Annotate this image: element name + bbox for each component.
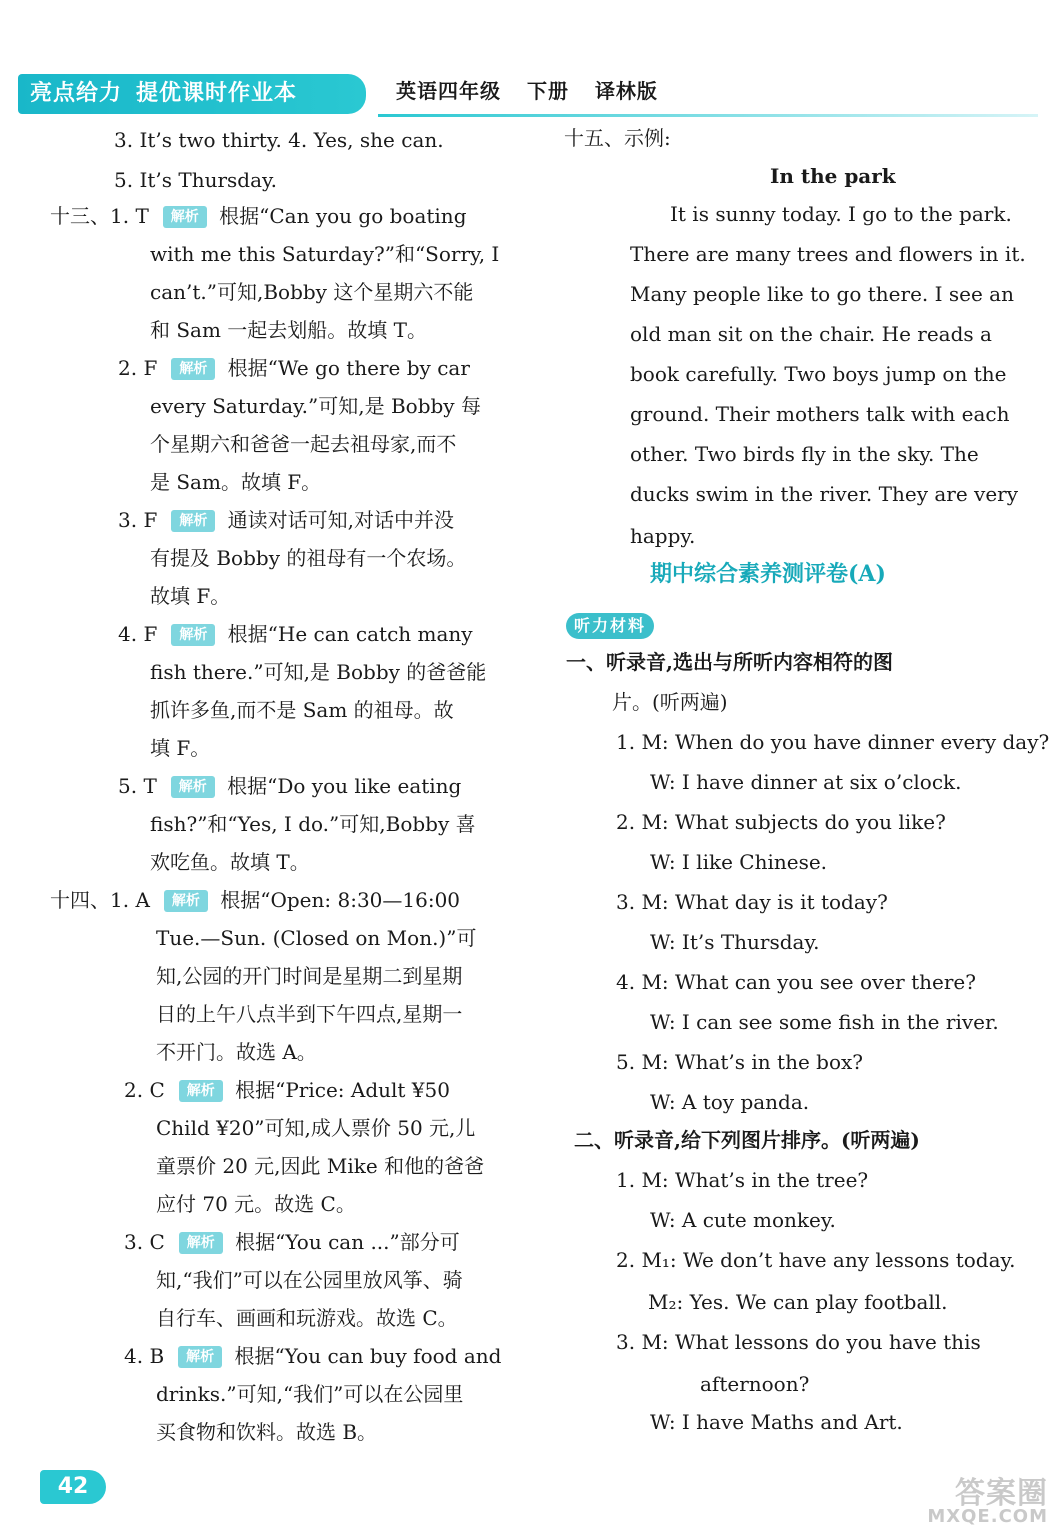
answer-line: Child ¥20”可知,成人票价 50 元,儿 [156,1116,476,1140]
part1-heading: 一、听录音,选出与所听内容相符的图 [566,650,893,674]
answer-line: can’t.”可知,Bobby 这个星期六不能 [150,280,474,304]
analysis-tag: 解析 [163,206,207,228]
essay-line: There are many trees and flowers in it. [630,242,1026,266]
question-number: 4. F [118,622,158,646]
answer-line: 个星期六和爸爸一起去祖母家,而不 [150,432,457,456]
series-banner [18,74,366,114]
dialogue-line: 1. M: What’s in the tree? [616,1168,869,1192]
analysis-tag: 解析 [179,1080,223,1102]
dialogue-line: 3. M: What day is it today? [616,890,888,914]
answer-line: 买食物和饮料。故选 B。 [156,1420,378,1444]
answer-line: 童票价 20 元,因此 Mike 和他的爸爸 [156,1154,485,1178]
answer-line: 3. It’s two thirty. 4. Yes, she can. [114,128,444,152]
dialogue-line: W: A toy panda. [650,1090,810,1114]
answer-line: 知,“我们”可以在公园里放风筝、骑 [156,1268,463,1292]
answer-line: fish there.”可知,是 Bobby 的爸爸能 [150,660,487,684]
part1-heading-cont: 片。(听两遍) [612,690,728,714]
essay-line: ground. Their mothers talk with each [630,402,1010,426]
dialogue-line: afternoon? [700,1372,810,1396]
part2-heading: 二、听录音,给下列图片排序。(听两遍) [574,1128,920,1152]
answer-line: 4. B 解析 根据“You can buy food and [124,1344,502,1368]
watermark-logo [912,1468,1052,1532]
answer-line: 欢吃鱼。故填 T。 [150,850,310,874]
watermark-url: MXQE.COM [927,1506,1048,1527]
answer-line: 和 Sam 一起去划船。故填 T。 [150,318,428,342]
essay-line: Many people like to go there. I see an [630,282,1014,306]
answer-line: 有提及 Bobby 的祖母有一个农场。 [150,546,467,570]
essay-line: book carefully. Two boys jump on the [630,362,1007,386]
answer-line: 应付 70 元。故选 C。 [156,1192,356,1216]
answer-line: 不开门。故选 A。 [156,1040,317,1064]
answer-line: 填 F。 [150,736,211,760]
test-title: 期中综合素养测评卷(A) [650,561,886,587]
section-heading: 十五、示例: [564,126,671,150]
question-number: 5. T [118,774,157,798]
answer-line: 十三、1. T 解析 根据“Can you go boating [50,204,467,228]
analysis-tag: 解析 [178,1346,222,1368]
question-number: 十四、1. A [50,888,150,912]
answer-line: 抓许多鱼,而不是 Sam 的祖母。故 [150,698,454,722]
answer-line: with me this Saturday?”和“Sorry, I [150,242,500,266]
answer-line: fish?”和“Yes, I do.”可知,Bobby 喜 [150,812,476,836]
essay-line: ducks swim in the river. They are very [630,482,1019,506]
answer-line: 故填 F。 [150,584,231,608]
dialogue-line: W: I like Chinese. [650,850,828,874]
answer-line: 知,公园的开门时间是星期二到星期 [156,964,463,988]
analysis-tag: 解析 [171,624,215,646]
essay-title: In the park [770,164,896,188]
dialogue-line: 4. M: What can you see over there? [616,970,976,994]
answer-line: 日的上午八点半到下午四点,星期一 [156,1002,463,1026]
volume-label: 下册 [526,79,569,103]
analysis-tag: 解析 [171,510,215,532]
answer-line: 是 Sam。故填 F。 [150,470,322,494]
dialogue-line: 2. M₁: We don’t have any lessons today. [616,1248,1016,1272]
dialogue-line: 2. M: What subjects do you like? [616,810,946,834]
dialogue-line: W: I have Maths and Art. [650,1410,903,1434]
answer-line: every Saturday.”可知,是 Bobby 每 [150,394,481,418]
answer-line: 3. F 解析 通读对话可知,对话中并没 [118,508,455,532]
banner-part2: 提优课时作业本 [136,81,298,106]
essay-line: It is sunny today. I go to the park. [670,202,1012,226]
question-number: 2. F [118,356,158,380]
answer-line: 3. C 解析 根据“You can ...”部分可 [124,1230,460,1254]
question-number: 3. F [118,508,158,532]
analysis-tag: 解析 [179,1232,223,1254]
answer-line: Tue.—Sun. (Closed on Mon.)”可 [156,926,477,950]
question-number: 4. B [124,1344,165,1368]
edition-label: 译林版 [594,79,658,103]
dialogue-line: 5. M: What’s in the box? [616,1050,863,1074]
essay-line: old man sit on the chair. He reads a [630,322,992,346]
analysis-tag: 解析 [171,358,215,380]
dialogue-line: W: I can see some fish in the river. [650,1010,999,1034]
answer-line: 5. It’s Thursday. [114,168,278,192]
question-number: 3. C [124,1230,165,1254]
answer-line: 5. T 解析 根据“Do you like eating [118,774,462,798]
header-rule [378,114,1038,117]
dialogue-line: 1. M: When do you have dinner every day? [616,730,1050,754]
book-subtitle [396,76,676,106]
dialogue-line: 3. M: What lessons do you have this [616,1330,981,1354]
answer-line: 4. F 解析 根据“He can catch many [118,622,473,646]
analysis-tag: 解析 [171,776,215,798]
subject-label: 英语四年级 [396,79,501,103]
analysis-tag: 解析 [164,890,208,912]
answer-line: 十四、1. A 解析 根据“Open: 8:30—16:00 [50,888,461,912]
listening-badge: 听力材料 [566,610,654,638]
question-number: 十三、1. T [50,204,149,228]
answer-line: 2. C 解析 根据“Price: Adult ¥50 [124,1078,450,1102]
dialogue-line: W: It’s Thursday. [650,930,820,954]
essay-line: happy. [630,524,696,548]
page-header [18,74,1038,118]
dialogue-line: W: I have dinner at six o’clock. [650,770,962,794]
dialogue-line: W: A cute monkey. [650,1208,836,1232]
page-number: 42 [40,1470,106,1504]
dialogue-line: M₂: Yes. We can play football. [648,1290,948,1314]
answer-line: drinks.”可知,“我们”可以在公园里 [156,1382,464,1406]
answer-line: 2. F 解析 根据“We go there by car [118,356,470,380]
banner-part1: 亮点给力 [30,81,123,106]
watermark-text: 答案圈 [955,1476,1048,1511]
question-number: 2. C [124,1078,165,1102]
answer-line: 自行车、画画和玩游戏。故选 C。 [156,1306,458,1330]
essay-line: other. Two birds fly in the sky. The [630,442,979,466]
